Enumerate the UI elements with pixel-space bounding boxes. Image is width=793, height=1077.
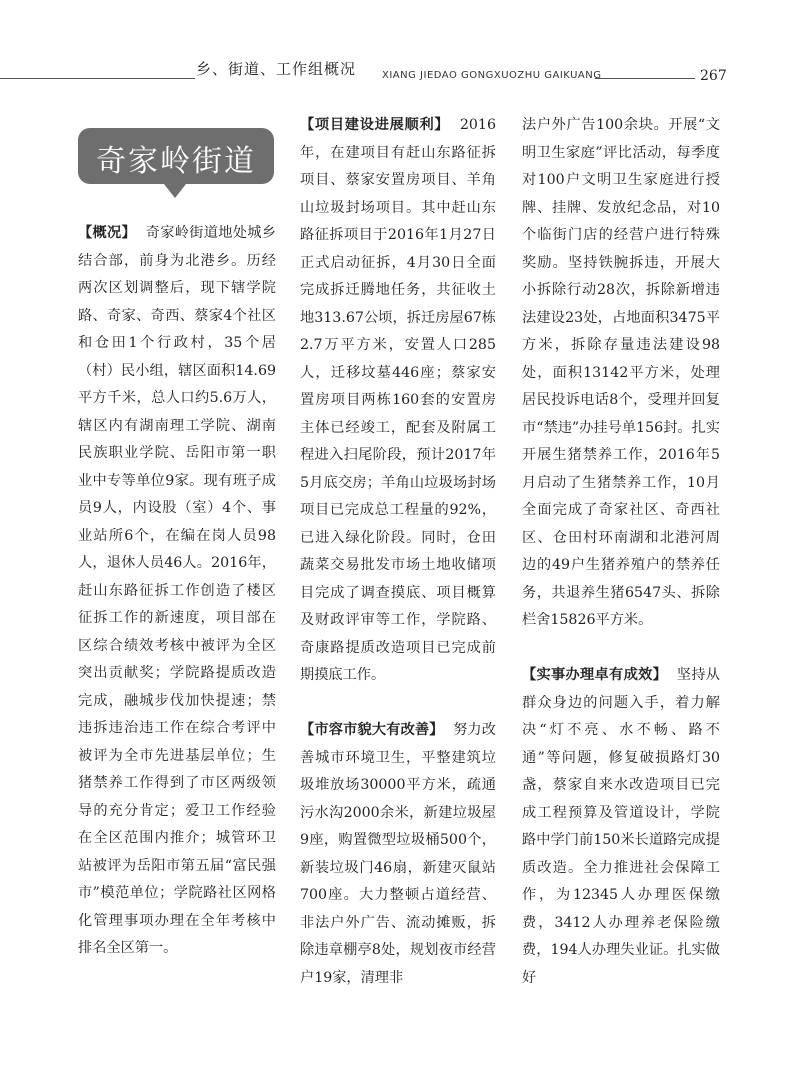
paragraph-city-continued bbox=[522, 112, 720, 635]
paragraph-city bbox=[300, 717, 496, 992]
paragraph-practical bbox=[522, 662, 720, 992]
running-header-title: 乡、街道、工作组概况 bbox=[196, 60, 357, 78]
page-number: 267 bbox=[700, 68, 727, 84]
header-rule-right bbox=[595, 78, 695, 79]
paragraph-overview bbox=[78, 220, 276, 963]
paragraph-gap bbox=[522, 635, 720, 663]
city-text: 努力改善城市环境卫生，平整建筑垃圾堆放场30000平方米，疏通污水沟2000余米，新建垃圾屋9座，购置微型垃圾桶500个，新装垃圾门46扇，新建灭鼠站700座。大力整顿占道经营、非法户外广告、流动摊贩，拆除违章棚亭8处，规划夜市经营户19家，清理非 bbox=[300, 722, 496, 986]
header-rule-left bbox=[0, 78, 195, 79]
overview-text: 奇家岭街道地处城乡结合部，前身为北港乡。历经两次区划调整后，现下辖学院路、奇家、奇西、蔡家4个社区和仓田1个行政村，35个居（村）民小组，辖区面积14.69平方千米，总人口约5.6万人，辖区内有湖南理工学院、湖南民族职业学院、岳阳市第一职业中专等单位9家。现有班子成员9人，内设股（室）4个、事业站所6个，在编在岗人员98人，退休人员46人。2016年，赶山东路征拆工作创造了楼区征拆工作的新速度，项目部在区综合绩效考核中被评为全区突出贡献奖；学院路提质改造完成，融城步伐加快提速；禁违拆违治违工作在综合考评中被评为全市先进基层单位；生猪禁养工作得到了市区两级领导的充分肯定；爱卫工作经验在全区范围内推介；城管环卫站被评为岳阳市第五届“富民强市”模范单位；学院路社区网格化管理事项办理在全年考核中排名全区第一。 bbox=[78, 225, 276, 956]
column-left bbox=[78, 220, 276, 963]
column-middle bbox=[300, 112, 496, 992]
overview-heading: 【概况】 bbox=[78, 225, 137, 241]
column-right bbox=[522, 112, 720, 992]
paragraph-projects bbox=[300, 112, 496, 690]
projects-heading: 【项目建设进展顺利】 bbox=[300, 117, 450, 133]
running-header-subtitle: XIANG JIEDAO GONGXUOZHU GAIKUANG bbox=[382, 70, 602, 81]
practical-heading: 【实事办理卓有成效】 bbox=[522, 667, 668, 683]
practical-text: 坚持从群众身边的问题入手，着力解决“灯不亮、水不畅、路不通”等问题，修复破损路灯30盏，蔡家自来水改造项目已完成工程预算及管道设计，学院路中学门前150米长道路完成提质改造。全力推进社会保障工作，为12345人办理医保缴费，3412人办理养老保险缴费，194人办理失业证。扎实做好 bbox=[522, 667, 720, 986]
paragraph-gap bbox=[300, 690, 496, 718]
banner-pointer bbox=[164, 184, 186, 198]
city-heading: 【市容市貌大有改善】 bbox=[300, 722, 444, 738]
city-text-continued: 法户外广告100余块。开展“文明卫生家庭”评比活动，每季度对100户文明卫生家庭进行授牌、挂牌、发放纪念品，对10个临街门店的经营户进行特殊奖励。坚持铁腕拆违，开展大小拆除行动28次，拆除新增违法建设23处，占地面积3475平方米，拆除存量违法建设98处，面积13142平方米，处理居民投诉电话8个，受理并回复市“禁违”办挂号单156封。扎实开展生猪禁养工作，2016年5月启动了生猪禁养工作，10月全面完成了奇家社区、奇西社区、仓田村环南湖和北港河周边的49户生猪养殖户的禁养任务，共退养生猪6547头、拆除栏舍15826平方米。 bbox=[522, 117, 720, 628]
section-title-banner bbox=[78, 128, 274, 184]
section-title: 奇家岭街道 bbox=[96, 144, 256, 179]
projects-text: 2016年，在建项目有赶山东路征拆项目、蔡家安置房项目、羊角山垃圾封场项目。其中赶山东路征拆项目于2016年1月27日正式启动征拆，4月30日全面完成拆迁腾地任务，共征收土地313.67公顷，拆迁房屋67栋2.7万平方米，安置人口285人，迁移坟墓446座；蔡家安置房项目两栋160套的安置房主体已经竣工，配套及附属工程进入扫尾阶段，预计2017年5月底交房；羊角山垃圾场封场项目已完成总工程量的92%，已进入绿化阶段。同时，仓田蔬菜交易批发市场土地收储项目完成了调查摸底、项目概算及财政评审等工作，学院路、奇康路提质改造项目已完成前期摸底工作。 bbox=[300, 117, 496, 683]
